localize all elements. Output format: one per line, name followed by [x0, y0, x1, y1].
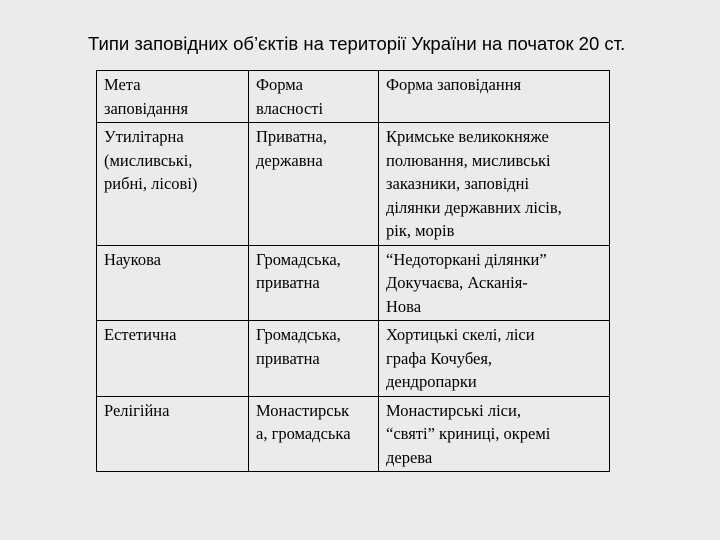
cell-line: рибні, лісові): [104, 174, 198, 193]
cell-line: Релігійна: [104, 400, 170, 420]
cell-line: власності: [256, 98, 324, 118]
cell-line: дерева: [386, 447, 433, 467]
table-cell: [249, 123, 379, 246]
table-row: [97, 245, 610, 321]
table-cell: [379, 396, 610, 472]
cell-line: Нова: [386, 296, 422, 316]
cell-line: заказники, заповідні: [386, 174, 530, 193]
cell-line: Мета: [104, 75, 141, 94]
cell-line: ділянки державних лісів,: [386, 197, 562, 217]
cell-line: графа Кочубея,: [386, 348, 493, 368]
cell-line: Монастирськ: [256, 400, 350, 420]
header-cell-form: [379, 71, 610, 123]
cell-line: Громадська,: [256, 249, 341, 269]
cell-line: державна: [256, 150, 323, 170]
table-cell: [97, 123, 249, 246]
cell-line: приватна: [256, 273, 320, 292]
cell-line: дендропарки: [386, 372, 477, 391]
table-row: [97, 321, 610, 397]
table-cell: [97, 321, 249, 397]
cell-line: Монастирські ліси,: [386, 400, 521, 420]
cell-line: “святі” криниці, окремі: [386, 424, 551, 443]
table-cell: [97, 245, 249, 321]
cell-line: приватна: [256, 348, 320, 368]
table-cell: [97, 396, 249, 472]
cell-line: Громадська,: [256, 325, 341, 344]
cell-line: Кримське великокняже: [386, 127, 549, 146]
cell-line: Естетична: [104, 325, 177, 344]
cell-line: а, громадська: [256, 424, 351, 443]
table-cell: [249, 321, 379, 397]
cell-line: “Недоторкані ділянки”: [386, 249, 547, 269]
cell-line: Форма заповідання: [386, 75, 522, 94]
slide-title: Типи заповідних об’єктів на території України на початок 20 ст.: [88, 33, 626, 54]
header-cell-ownership: [249, 71, 379, 123]
header-cell-purpose: [97, 71, 249, 123]
cell-line: полювання, мисливські: [386, 150, 551, 170]
table-cell: [249, 245, 379, 321]
table-row: [97, 396, 610, 472]
cell-line: Приватна,: [256, 127, 327, 146]
cell-line: Форма: [256, 75, 303, 94]
cell-line: Хортицькі скелі, ліси: [386, 325, 535, 344]
cell-line: (мисливські,: [104, 150, 193, 170]
cell-line: Наукова: [104, 249, 161, 269]
cell-line: Утилітарна: [104, 127, 184, 146]
table-header-row: [97, 71, 610, 123]
cell-line: Докучаєва, Асканія-: [386, 273, 528, 292]
table-cell: [379, 123, 610, 246]
cell-line: заповідання: [104, 98, 189, 118]
objects-table: [96, 70, 610, 472]
table-cell: [249, 396, 379, 472]
table-cell: [379, 321, 610, 397]
table-row: [97, 123, 610, 246]
table-cell: [379, 245, 610, 321]
cell-line: рік, морів: [386, 221, 455, 240]
